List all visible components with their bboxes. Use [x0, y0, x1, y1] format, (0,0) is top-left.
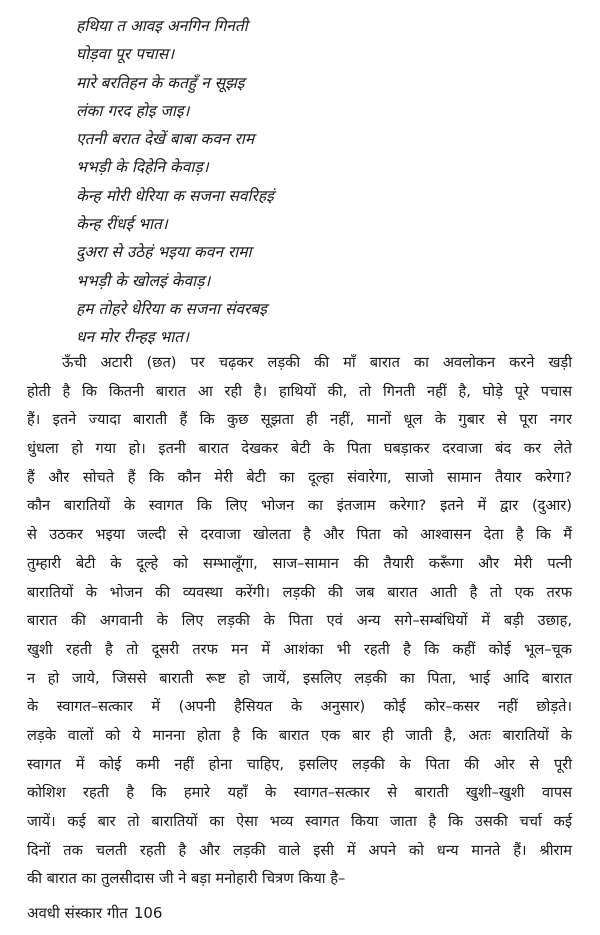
book-title: अवधी संस्कार गीत [27, 904, 128, 922]
poem-line: दुअरा से उठेहं भइया कवन रामा [76, 243, 252, 262]
poem-line: मारे बरतिहन के कतहुँ न सूझइ [76, 73, 245, 92]
poem-line: हम तोहरे धेरिया क सजना संवरबइ [76, 299, 267, 318]
poem-stanza [76, 12, 576, 352]
poem-line: एतनी बरात देखें बाबा कवन राम [76, 130, 255, 149]
page-number: 106 [133, 904, 163, 922]
poem-line: घोड़वा पूर पचास। [76, 45, 175, 64]
poem-line: केन्ह मोरी धेरिया क सजना सवरिहइं [76, 186, 274, 205]
prose-line: जायें। कई बार तो बारातियों का ऐसा भव्य स्वागत किया जाता है कि उसकी चर्चा कई [27, 813, 572, 830]
prose-line: से उठकर भइया जल्दी से दरवाजा खोलता है और पिता को आश्वासन देता है कि मैं [27, 526, 572, 544]
prose-line: कोशिश रहती है कि हमारे यहाँ के स्वागत–सत्कार से बाराती खुशी–खुशी वापस [27, 784, 572, 802]
prose-line: दिनों तक चलती रहती है और लड़की वाले इसी में अपने को धन्य मानते हैं। श्रीराम [27, 841, 572, 859]
prose-line: धुंधला हो गया हो। इतनी बारात देखकर बेटी के पिता घबड़ाकर दरवाजा बंद कर लेते [27, 440, 572, 458]
poem-line: धन मोर रीन्हइ भात। [76, 328, 189, 347]
prose-line: लड़के वालों को ये मानना होता है कि बारात एक बार ही जाती है, अतः बारातियों के [27, 726, 572, 744]
poem-line: हथिया त आवइ अनगिन गिनती [76, 17, 248, 35]
prose-line: खुशी रहती है तो दूसरी तरफ मन में आशंका भी रहती है कि कहीं कोई भूल–चूक [27, 640, 572, 658]
prose-line: हैं। इतने ज्यादा बाराती हैं कि कुछ सूझता ही नहीं, मानों धूल के गुबार से पूरा नगर [27, 411, 572, 429]
prose-line: तुम्हारी बेटी के दूल्हे को सम्भालूँगा, साज–सामान की तैयारी करूँगा और मेरी पत्नी [27, 554, 572, 572]
prose-line: होती है कि कितनी बारात आ रही है। हाथियों की, तो गिनती नहीं है, घोड़े पूरे पचास [27, 382, 572, 400]
prose-line: स्वागत में कोई कमी नहीं होना चाहिए, इसलिए लड़की के पिता की ओर से पूरी [27, 755, 572, 773]
poem-line: लंका गरद होइ जाइ। [76, 101, 190, 120]
poem-line: भभड़ी के दिहेनि केवाड़। [76, 158, 209, 177]
prose-line: हैं और सोचते हैं कि कौन मेरी बेटी का दूल्हा संवारेगा, साजो सामान तैयार करेगा? [27, 468, 572, 486]
prose-line: की बारात का तुलसीदास जी ने बड़ा मनोहारी चित्रण किया है– [27, 870, 346, 888]
prose-line: के स्वागत–सत्कार में (अपनी हैसियत के अनुसार) कोई कोर–कसर नहीं छोड़ते। [27, 698, 572, 716]
poem-line: भभड़ी के खोलइं केवाड़। [76, 271, 211, 290]
prose-line: बारात की अगवानी के लिए लड़की के पिता एवं अन्य सगे–सम्बंधियों में बड़ी उछाह, [27, 612, 572, 630]
prose-paragraph [27, 349, 572, 894]
poem-line: केन्ह रींधई भात। [76, 215, 168, 234]
prose-line: ऊँची अटारी (छत) पर चढ़कर लड़की की माँ बारात का अवलोकन करने खड़ी [62, 354, 572, 371]
prose-line: न हो जाये, जिससे बाराती रूष्ट हो जायें, इसलिए लड़की का पिता, भाई आदि बारात [27, 669, 572, 687]
page-footer [27, 903, 168, 923]
prose-line: कौन बारातियों के स्वागत कि लिए भोजन का इंतजाम करेगा? इतने में द्वार (दुआर) [27, 497, 572, 515]
prose-line: बारातियों के भोजन की व्यवस्था करेंगी। लड़की की जब बारात आती है तो एक तरफ [27, 583, 572, 601]
